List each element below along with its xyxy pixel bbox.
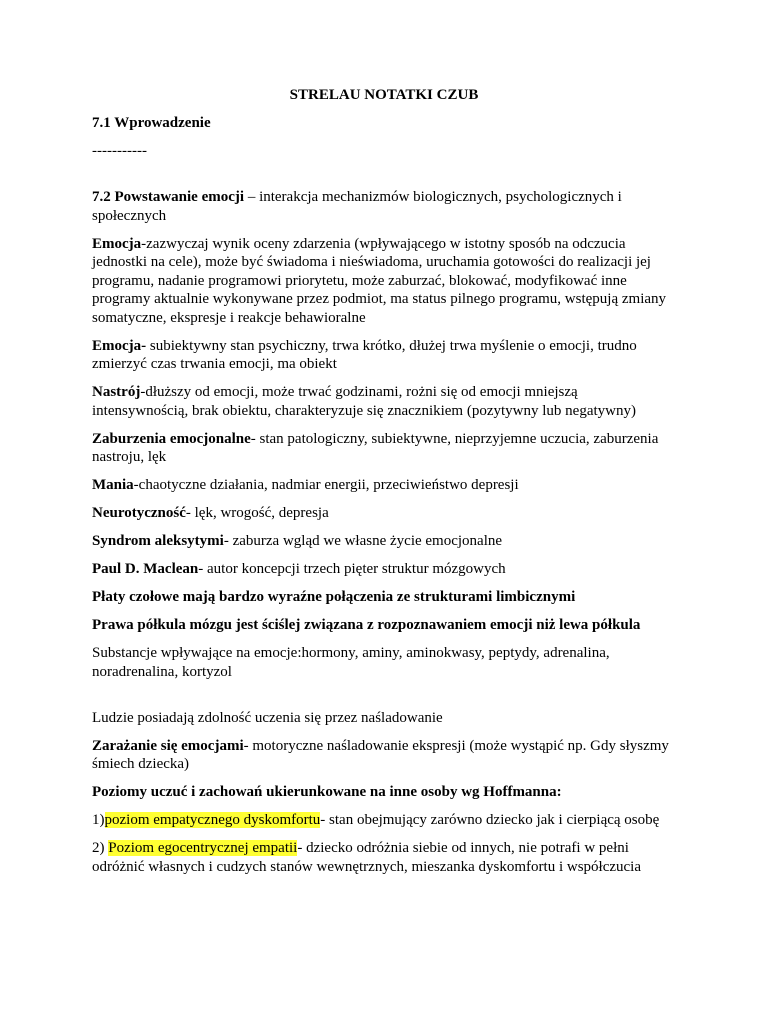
statement-prawa-polkula: Prawa półkula mózgu jest ściślej związana z rozpoznawaniem emocji niż lewa półkula (92, 617, 641, 633)
dash-line: ----------- (92, 143, 147, 159)
list-number: 2) (92, 840, 109, 856)
definition-maclean (92, 560, 676, 579)
term: Paul D. Maclean (92, 561, 199, 577)
definition-text: - lęk, wrogość, depresja (185, 505, 329, 521)
definition-text: subiektywny stan psychiczny, trwa krótko, dłużej trwa myślenie o emocji, trudno zmierzyć czas trwania emocji, ma obiekt (92, 337, 637, 372)
section-paragraph-7-2 (92, 188, 676, 225)
term: Nastrój (92, 384, 141, 400)
highlighted-term: poziom empatycznego dyskomfortu (104, 812, 321, 828)
definition-emocja-2 (92, 337, 676, 374)
definition-neurotycznosc (92, 504, 676, 523)
term: Neurotyczność (92, 505, 186, 521)
statement-poziomy: Poziomy uczuć i zachowań ukierunkowane na inne osoby wg Hoffmanna: (92, 784, 562, 800)
paragraph-text: – interakcja mechanizmów biologicznych, psychologicznych i społecznych (92, 189, 622, 224)
term: Emocja- (92, 337, 147, 354)
definition-text: - zaburza wgląd we własne życie emocjonalne (223, 533, 503, 549)
definition-syndrom (92, 532, 676, 551)
list-number: 1) (92, 812, 105, 828)
definition-text: -dłuższy od emocji, może trwać godzinami, rożni się od emocji mniejszą intensywnością, brak obiektu, charakteryzuje się znacznikiem (pozytywny lub negatywny) (92, 384, 636, 419)
paragraph-ludzie: Ludzie posiadają zdolność uczenia się przez naśladowanie (92, 709, 443, 726)
definition-zaburzenia (92, 430, 676, 467)
definition-zarazanie (92, 737, 676, 774)
list-item-poziom-1 (92, 811, 676, 830)
definition-text: -chaotyczne działania, nadmiar energii, przeciwieństwo depresji (133, 477, 519, 493)
term: Zaburzenia emocjonalne (92, 430, 251, 447)
definition-text: - stan patologiczny, subiektywne, nieprzyjemne uczucia, zaburzenia nastroju, lęk (92, 430, 659, 465)
term: Zarażanie się emocjami (92, 737, 244, 754)
definition-nastroj (92, 383, 676, 420)
list-item-poziom-2 (92, 839, 676, 876)
definition-text: - motoryczne naśladowanie ekspresji (może wystąpić np. Gdy słyszmy śmiech dziecka) (92, 737, 669, 772)
definition-mania (92, 476, 676, 495)
term: Syndrom aleksytymi (92, 533, 224, 549)
highlighted-term: Poziom egocentrycznej empatii (108, 840, 298, 856)
heading-text: 7.2 Powstawanie emocji (92, 189, 245, 205)
definition-text: -zazwyczaj wynik oceny zdarzenia (wpływającego w istotny sposób na odczucia jednostki na cele), może być świadoma i nieświadoma, uruchamia gotowości do realizacji jej programu, nadanie programowi priorytetu, może zaburzać, blokować, modyfikować inne programy aktualnie wykonywane przez podmiot, ma status pilnego programu, wstępują zmiany somatyczne, ekspresje i reakcje behawioralne (92, 235, 667, 326)
paragraph-substancje: Substancje wpływające na emocje:hormony, aminy, aminokwasy, peptydy, adrenalina, noradrenalina, kortyzol (92, 645, 610, 680)
empty-line (92, 170, 676, 188)
heading-text: 7.1 Wprowadzenie (92, 115, 211, 131)
section-heading-7-1 (92, 114, 676, 133)
list-item-text: - stan obejmujący zarówno dziecko jak i cierpiącą osobę (320, 812, 660, 828)
definition-text: - autor koncepcji trzech pięter struktur mózgowych (198, 561, 506, 577)
term: Emocja (92, 235, 142, 252)
empty-line (92, 691, 676, 709)
document-title: STRELAU NOTATKI CZUB (289, 87, 479, 103)
list-item-text: - dziecko odróżnia siebie od innych, nie potrafi w pełni odróżnić własnych i cudzych stanów wewnętrznych, mieszanka dyskomfortu i współczucia (92, 840, 641, 875)
term: Mania (92, 477, 134, 493)
definition-emocja-1 (92, 235, 676, 328)
statement-platy: Płaty czołowe mają bardzo wyraźne połączenia ze strukturami limbicznymi (92, 589, 576, 605)
